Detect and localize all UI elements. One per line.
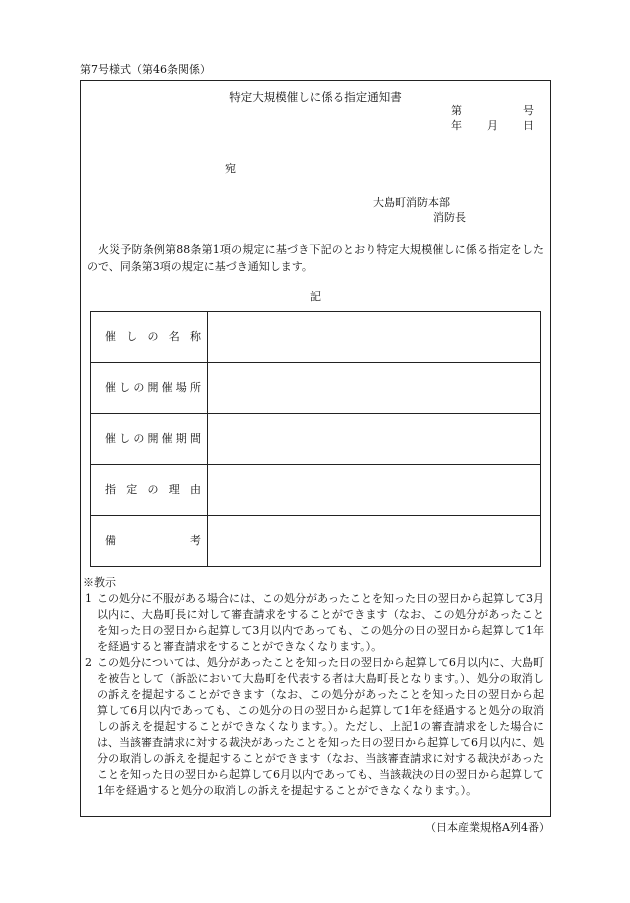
item-label <box>91 312 208 363</box>
item-label-char: し <box>126 329 138 343</box>
item-row <box>91 312 541 363</box>
item-label-char: 理 <box>168 482 180 496</box>
item-label-char: 催 <box>105 329 116 343</box>
date-day: 日 <box>523 119 534 132</box>
item-label-char: の <box>133 431 145 445</box>
paper-spec: （日本産業規格A列4番） <box>425 821 550 834</box>
item-label-char: 開 <box>147 380 159 394</box>
item-label-char: の <box>147 329 159 343</box>
notes-heading: ※教示 <box>83 576 116 589</box>
document-title: 特定大規模催しに係る指定通知書 <box>229 90 402 104</box>
item-value-cell[interactable] <box>208 516 541 567</box>
item-label-char: 由 <box>190 482 201 496</box>
item-label-char: 催 <box>161 380 173 394</box>
item-label-char: 期 <box>175 431 187 445</box>
item-label-chars <box>105 533 201 550</box>
note-number: 2 <box>85 656 92 669</box>
item-label <box>91 465 208 516</box>
item-label-char: 指 <box>105 482 116 496</box>
item-label-char: 間 <box>189 431 201 445</box>
ki-heading: 記 <box>310 290 321 303</box>
note-text: この処分については、処分があったことを知った日の翌日から起算して6月以内に、大島町を被告として（訴訟において大島町を代表する者は大島町長となります。）、処分の取消しの訴えを提起することができます（なお、この処分があったことを知った日の翌日から起算して6月以内であっても、この処分の日の翌日から起算して1年を経過すると処分の取消しの訴えを提起することができなくなります。）。ただし、上記1の審査請求をした場合には、当該審査請求に対する裁決があったことを知った日の翌日から起算して6月以内に、処分の取消しの訴えを提起することができます（なお、当該審査請求に対する裁決があったことを知った日の翌日から起算して6月以内であっても、当該裁決の日の翌日から起算して1年を経過すると処分の取消しの訴えを提起することができなくなります。）。 <box>97 656 544 797</box>
item-value-cell[interactable] <box>208 312 541 363</box>
notice-frame <box>80 80 551 817</box>
date-year: 年 <box>451 119 462 132</box>
form-number: 第7号様式（第46条関係） <box>80 63 211 76</box>
item-label-char: 催 <box>161 431 173 445</box>
body-text: 火災予防条例第88条第1項の規定に基づき下記のとおり特定大規模催しに係る指定をしたので、同条第3項の規定に基づき通知します。 <box>87 243 544 273</box>
item-label-chars <box>105 431 201 448</box>
number-suffix: 号 <box>523 104 534 117</box>
date-line <box>448 118 534 135</box>
item-label-char: 名 <box>168 329 180 343</box>
item-value-cell[interactable] <box>208 363 541 414</box>
item-value-cell[interactable] <box>208 465 541 516</box>
note-item <box>85 591 544 655</box>
item-label-char: の <box>133 380 145 394</box>
item-label <box>91 516 208 567</box>
sender-title: 消防長 <box>433 211 466 224</box>
item-label-char: し <box>119 431 131 445</box>
item-label-char: 場 <box>175 380 187 394</box>
item-label <box>91 363 208 414</box>
item-label-char: 所 <box>189 380 201 394</box>
item-label-chars <box>105 482 201 499</box>
item-label-char: 開 <box>147 431 159 445</box>
item-label-chars <box>105 329 201 346</box>
note-text: この処分に不服がある場合には、この処分があったことを知った日の翌日から起算して3月以内に、大島町長に対して審査請求をすることができます（なお、この処分があったことを知った日の翌日から起算して3月以内であっても、この処分の日の翌日から起算して1年を経過すると審査請求をすることができなくなります。）。 <box>97 592 544 653</box>
item-label <box>91 414 208 465</box>
addressee: 宛 <box>225 162 236 175</box>
date-month: 月 <box>487 119 498 132</box>
item-label-char: 催 <box>105 380 116 394</box>
item-row <box>91 516 541 567</box>
items-table <box>90 311 541 567</box>
item-value-cell[interactable] <box>208 414 541 465</box>
item-row <box>91 363 541 414</box>
item-label-chars <box>105 380 201 397</box>
item-row <box>91 414 541 465</box>
sender-organization: 大島町消防本部 <box>373 196 450 209</box>
item-label-char: し <box>119 380 131 394</box>
item-row <box>91 465 541 516</box>
item-label-char: 考 <box>190 533 201 547</box>
item-label-char: 定 <box>126 482 138 496</box>
item-label-char: の <box>147 482 159 496</box>
item-label-char: 備 <box>105 533 116 547</box>
item-label-char: 催 <box>105 431 116 445</box>
item-label-char: 称 <box>190 329 201 343</box>
note-item <box>85 655 544 799</box>
number-prefix: 第 <box>451 104 462 117</box>
note-number: 1 <box>85 592 92 605</box>
